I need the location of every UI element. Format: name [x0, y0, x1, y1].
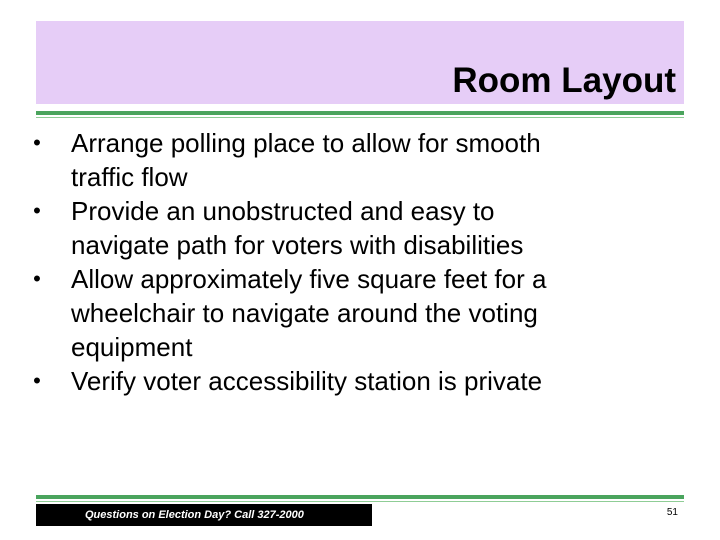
footer-text: Questions on Election Day? Call 327-2000: [85, 509, 304, 521]
bullet-icon: •: [33, 266, 41, 291]
title-band: [36, 21, 684, 104]
bullet-line: Arrange polling place to allow for smooth: [71, 128, 541, 158]
footer-divider-thin: [36, 501, 684, 502]
title-divider: [36, 111, 684, 115]
footer-bar: [36, 504, 372, 526]
bullet-item: [28, 126, 678, 194]
bullet-line: equipment: [71, 332, 193, 362]
bullet-icon: •: [33, 130, 41, 155]
bullet-item: [28, 194, 678, 262]
bullet-line: wheelchair to navigate around the voting: [71, 298, 538, 328]
bullet-line: Allow approximately five square feet for a: [71, 264, 547, 294]
title-divider-thin: [36, 117, 684, 118]
slide-title: Room Layout: [452, 61, 676, 100]
bullet-item: [28, 262, 678, 364]
bullet-list: [28, 126, 678, 398]
bullet-line: Verify voter accessibility station is private: [71, 366, 543, 396]
bullet-icon: •: [33, 198, 41, 223]
slide-number: 51: [666, 507, 678, 518]
footer-divider: [36, 495, 684, 499]
bullet-icon: •: [33, 368, 41, 393]
bullet-item: [28, 364, 678, 398]
bullet-line: navigate path for voters with disabilities: [71, 230, 524, 260]
bullet-line: Provide an unobstructed and easy to: [71, 196, 495, 226]
bullet-line: traffic flow: [71, 162, 188, 192]
